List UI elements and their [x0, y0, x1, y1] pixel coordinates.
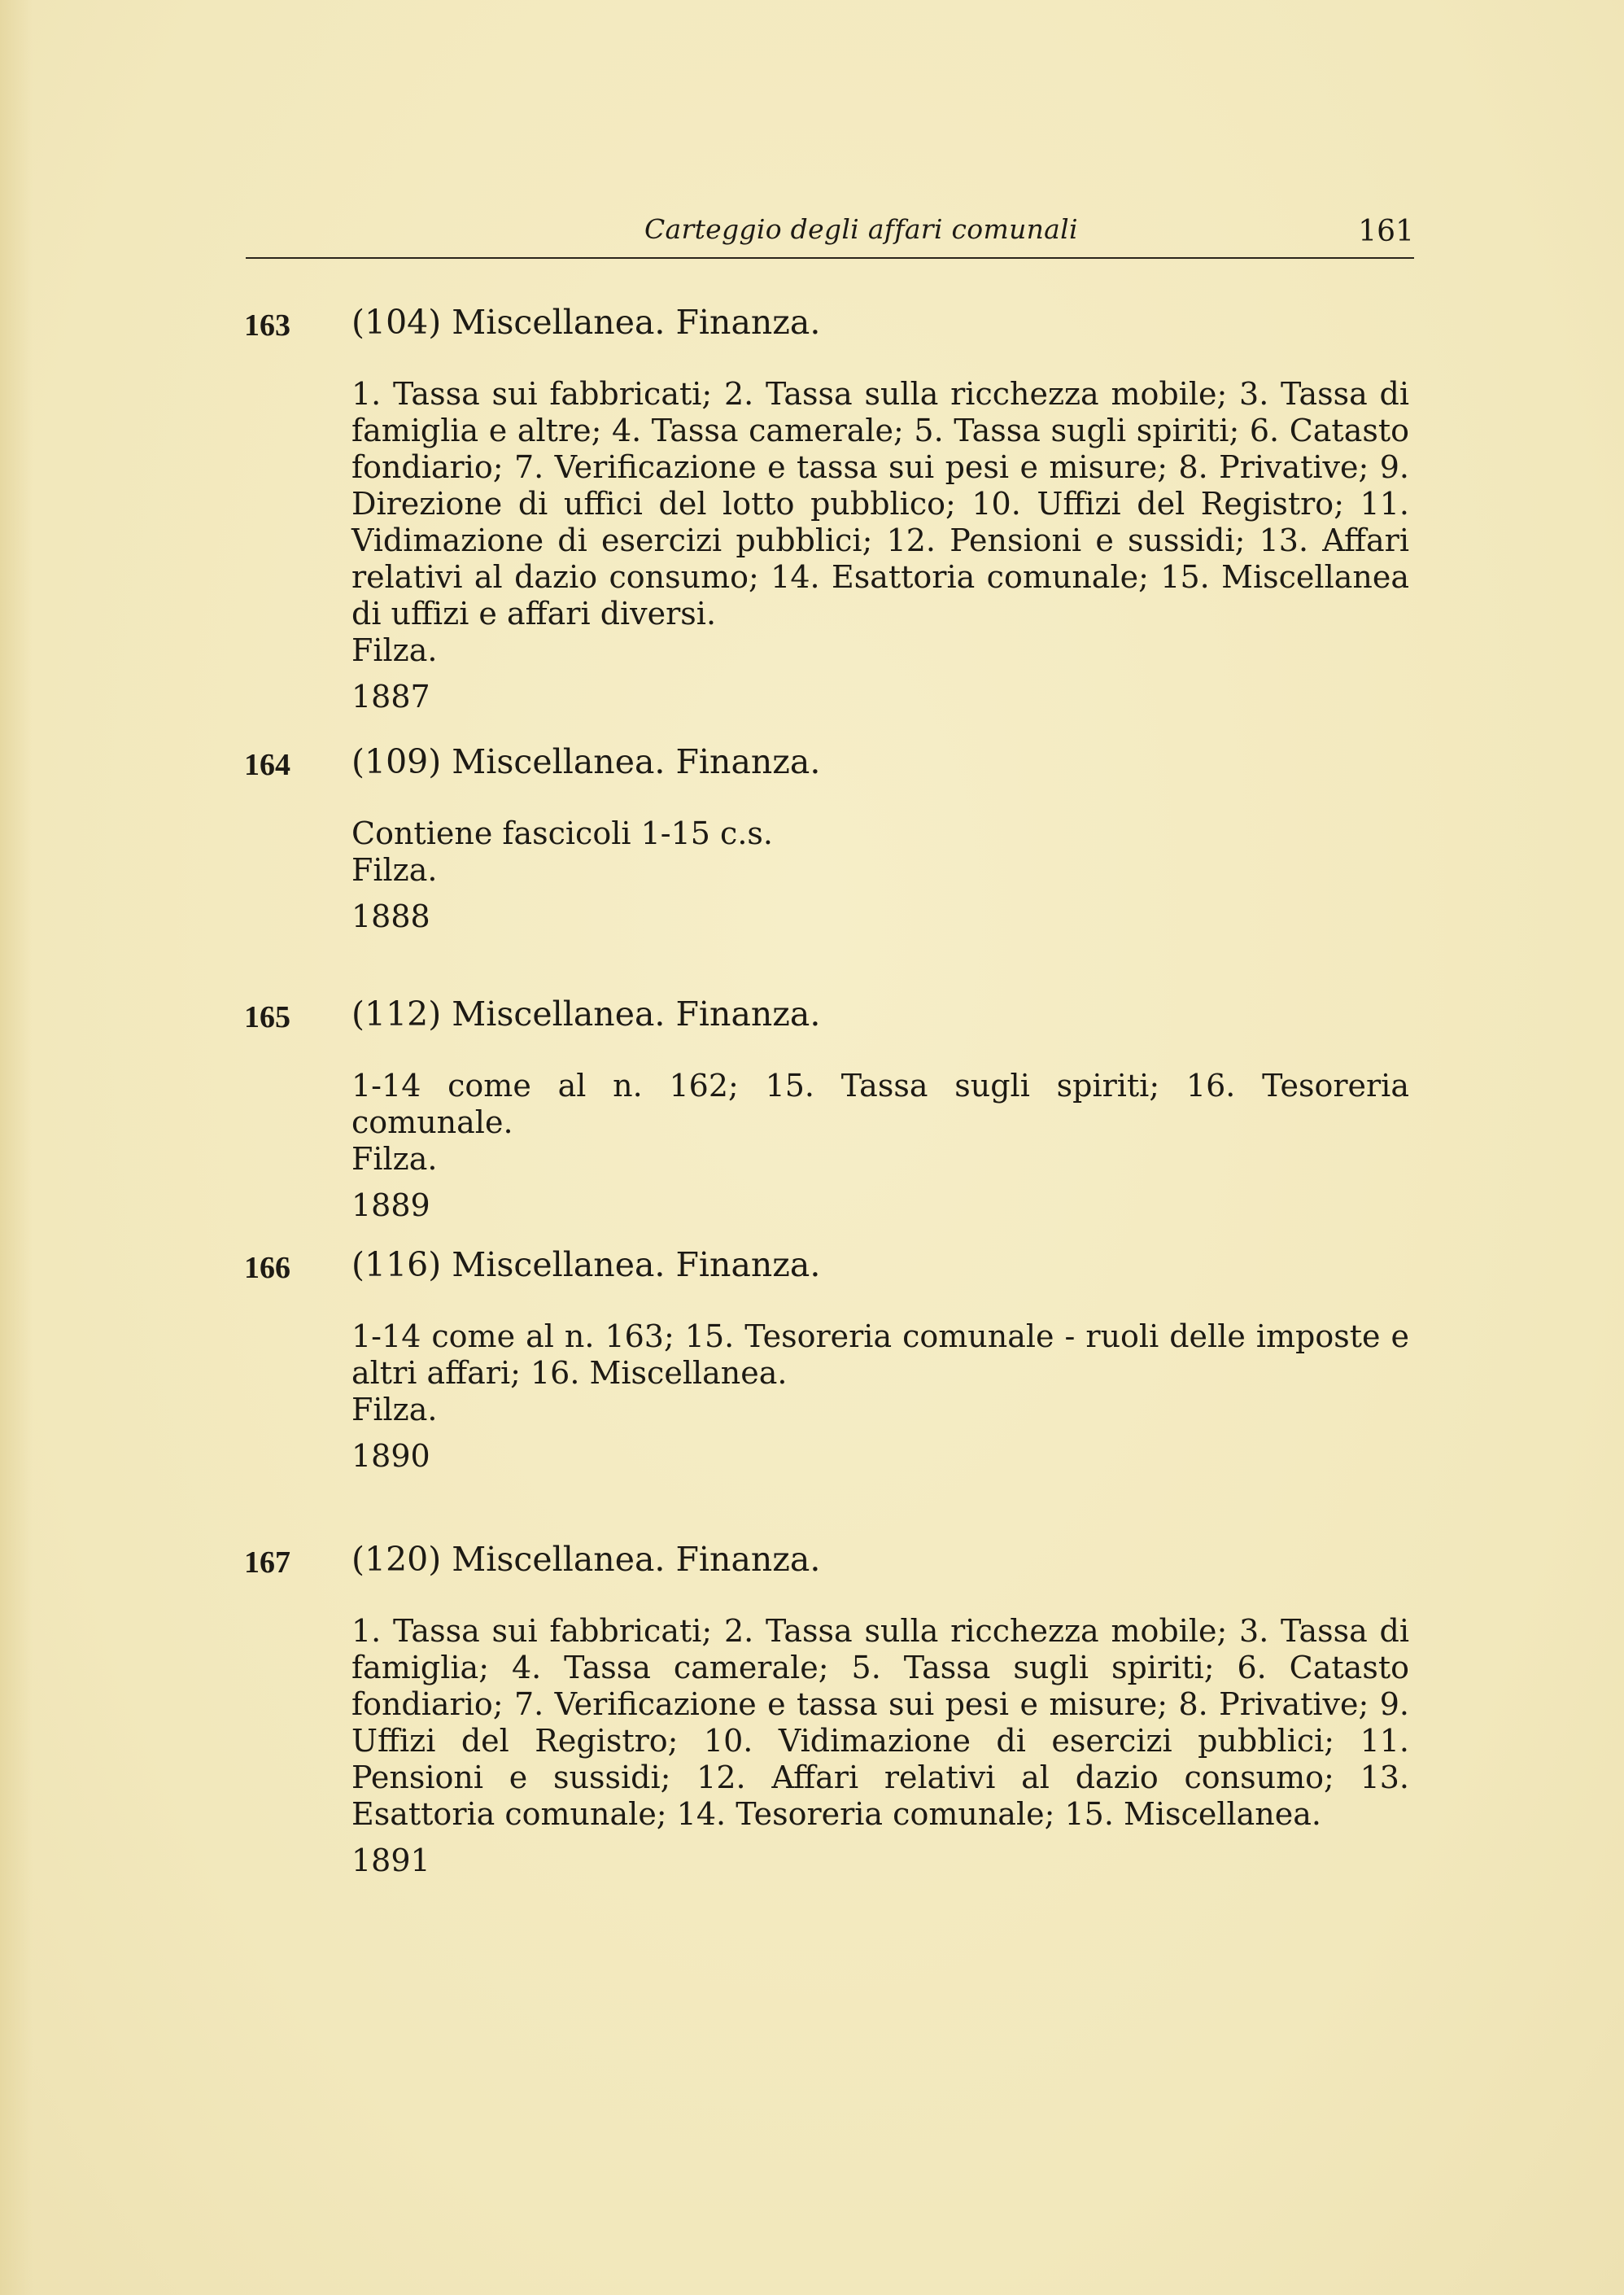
entry-number: 165	[244, 1000, 290, 1034]
entry-number: 164	[244, 748, 290, 782]
entry-description: 1-14 come al n. 162; 15. Tassa sugli spiriti; 16. Tesoreria comunale.	[351, 1068, 1409, 1140]
entry-year: 1887	[351, 679, 430, 715]
entry-format: Filza.	[351, 852, 438, 888]
entry-title: (104) Miscellanea. Finanza.	[351, 303, 821, 342]
entry-number: 167	[244, 1545, 290, 1580]
entry-description: 1. Tassa sui fabbricati; 2. Tassa sulla ricchezza mobile; 3. Tassa di famiglia e altre; 4. Tassa camerale; 5. Tassa sugli spiriti; 6. Catasto fondiario; 7. Verificazione e tassa sui pesi e misure; 8. Privative; 9. Direzione di uffici del lotto pubblico; 10. Uffizi del Registro; 11. Vidimazione di esercizi pubblici; 12. Pensioni e sussidi; 13. Affari relativi al dazio consumo; 14. Esattoria comunale; 15. Miscellanea di uffizi e affari diversi.	[351, 376, 1409, 632]
entry-format: Filza.	[351, 1392, 438, 1427]
running-title: Carteggio degli affari comunali	[644, 213, 1078, 245]
entry-body	[351, 376, 1409, 715]
entry-description: 1-14 come al n. 163; 15. Tesoreria comunale - ruoli delle imposte e altri affari; 16. Miscellanea.	[351, 1318, 1409, 1391]
entry-format: Filza.	[351, 1141, 438, 1177]
entry-body	[351, 815, 1409, 935]
running-header	[246, 210, 1414, 259]
page-number: 161	[1358, 215, 1414, 248]
entry-title: (116) Miscellanea. Finanza.	[351, 1245, 821, 1284]
entry-year: 1889	[351, 1187, 430, 1223]
entry-description: Contiene fascicoli 1-15 c.s.	[351, 815, 773, 851]
entry-number: 163	[244, 308, 290, 343]
entry-body	[351, 1613, 1409, 1879]
entry-year: 1891	[351, 1843, 430, 1878]
entry-year: 1888	[351, 898, 430, 934]
entry-format: Filza.	[351, 632, 438, 668]
entry-title: (109) Miscellanea. Finanza.	[351, 742, 821, 781]
entry-title: (112) Miscellanea. Finanza.	[351, 994, 821, 1034]
entry-description: 1. Tassa sui fabbricati; 2. Tassa sulla ricchezza mobile; 3. Tassa di famiglia; 4. Tassa camerale; 5. Tassa sugli spiriti; 6. Catasto fondiario; 7. Verificazione e tassa sui pesi e misure; 8. Privative; 9. Uffizi del Registro; 10. Vidimazione di esercizi pubblici; 11. Pensioni e sussidi; 12. Affari relativi al dazio consumo; 13. Esattoria comunale; 14. Tesoreria comunale; 15. Miscellanea.	[351, 1613, 1409, 1832]
entry-title: (120) Miscellanea. Finanza.	[351, 1540, 821, 1579]
entry-number: 166	[244, 1251, 290, 1285]
entry-body	[351, 1318, 1409, 1475]
page-spine	[0, 0, 33, 2295]
entry-body	[351, 1068, 1409, 1224]
entry-year: 1890	[351, 1438, 430, 1474]
